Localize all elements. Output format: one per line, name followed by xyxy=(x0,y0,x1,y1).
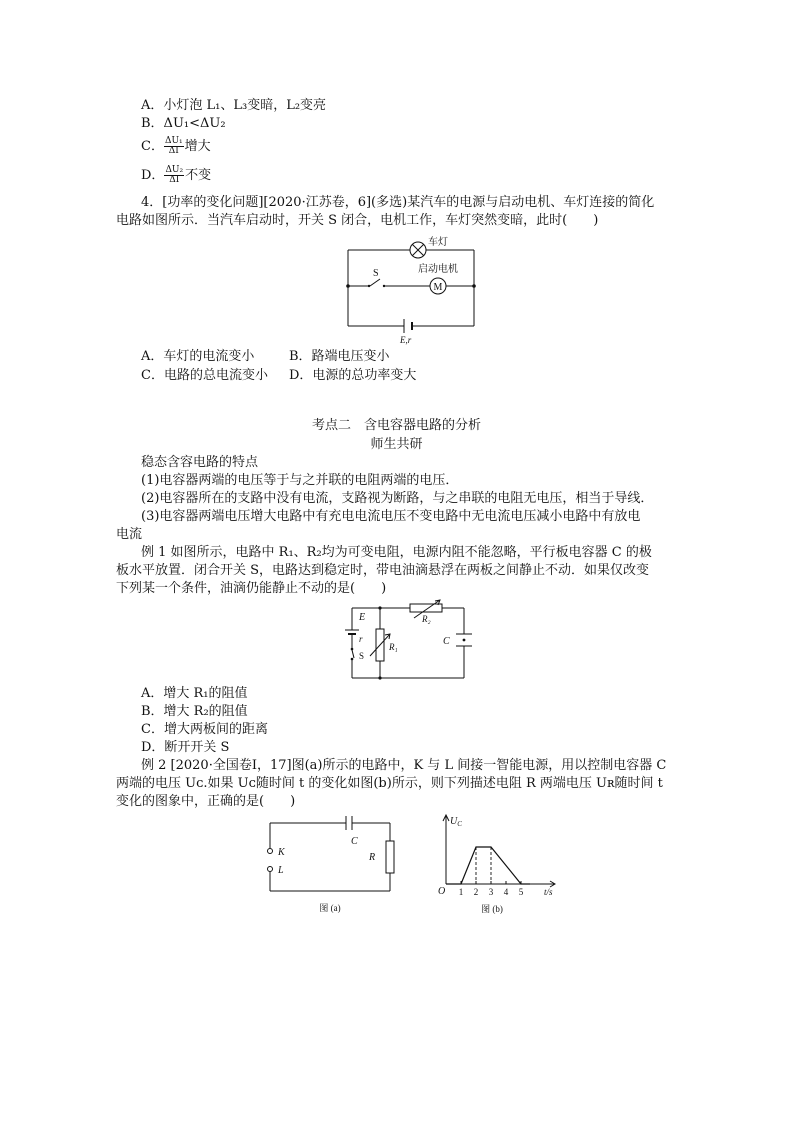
chart-origin-label: O xyxy=(438,886,446,897)
fig-a-caption: 图 (a) xyxy=(319,903,341,913)
q4-option-c: C．电路的总电流变小 xyxy=(141,368,268,383)
ex2-stem-line3: 变化的图象中，正确的是( ) xyxy=(116,794,296,809)
q3-option-d-denominator: ΔI xyxy=(169,175,180,185)
section-title: 考点二 含电容器电路的分析 xyxy=(311,418,481,433)
ex2-stem-line1: 例 2 [2020·全国卷Ⅰ，17]图(a)所示的电路中，K 与 L 间接一智能电源，用以控制电容器 C xyxy=(141,758,667,773)
chart-x-label: t/s xyxy=(544,887,553,897)
chart-x-tick-label: 2 xyxy=(473,887,479,897)
fig-b-caption: 图 (b) xyxy=(481,904,503,914)
fig-a-label-r: R xyxy=(369,852,376,863)
q3-option-a: A．小灯泡 L₁、L₃变暗，L₂变亮 xyxy=(141,98,327,113)
ex1-label-e: E xyxy=(359,612,366,623)
q3-option-c xyxy=(141,137,211,156)
ex1-label-r2: R₂ xyxy=(422,614,431,624)
ex2-figure-b-chart xyxy=(430,812,560,916)
chart-series-line xyxy=(446,847,530,884)
chart-x-tick-label: 3 xyxy=(488,887,494,897)
q3-option-c-prefix: C． xyxy=(141,139,164,154)
ex1-stem-line2: 板水平放置．闭合开关 S，电路达到稳定时，带电油滴悬浮在两板之间静止不动．如果仅改变 xyxy=(116,563,650,578)
ex1-label-s: S xyxy=(359,651,365,661)
q3-option-c-denominator: ΔI xyxy=(168,146,179,156)
section-point-3: (3)电容器两端电压增大电路中有充电电流电压不变电路中无电流电压减小电路中有放电 xyxy=(141,509,641,524)
chart-y-label: $U_C$ xyxy=(450,816,462,828)
fig-a-label-l: L xyxy=(278,865,284,876)
ex1-oil-drop xyxy=(463,639,466,642)
ex1-label-r: r xyxy=(359,634,363,644)
q4-junction-right xyxy=(472,284,476,288)
ex1-label-r1: R₁ xyxy=(389,642,398,652)
section-heading: 稳态含容电路的特点 xyxy=(141,455,259,470)
q4-battery-label: E,r xyxy=(400,335,412,345)
q4-stem-line2: 电路如图所示．当汽车启动时，开关 S 闭合，电机工作，车灯突然变暗，此时( ) xyxy=(116,213,599,228)
q4-stem-line1: 4．[功率的变化问题][2020·江苏卷，6](多选)某汽车的电源与启动电机、车灯连接的简化 xyxy=(141,195,655,210)
q3-option-d-fraction xyxy=(164,166,184,185)
q3-option-c-fraction xyxy=(164,137,184,156)
section-point-1: (1)电容器两端的电压等于与之并联的电阻两端的电压． xyxy=(141,473,459,488)
ex1-option-d: D．断开开关 S xyxy=(141,740,230,755)
q4-option-b: B．路端电压变小 xyxy=(289,349,390,364)
q4-motor-symbol: M xyxy=(433,282,443,293)
q3-option-d xyxy=(141,166,211,185)
ex1-circuit-diagram xyxy=(342,602,472,684)
fig-a-label-c: C xyxy=(351,836,358,847)
q4-option-d: D．电源的总功率变大 xyxy=(289,368,417,383)
q3-option-b: B．ΔU₁<ΔU₂ xyxy=(141,116,226,131)
chart-x-tick-label: 5 xyxy=(518,887,524,897)
chart-x-tick-label: 4 xyxy=(503,887,509,897)
q3-option-d-numerator: ΔU₂ xyxy=(165,165,184,175)
ex1-label-c: C xyxy=(443,636,450,647)
chart-x-tick-label: 1 xyxy=(458,887,464,897)
q3-option-d-prefix: D． xyxy=(141,168,165,183)
q4-circuit-diagram xyxy=(340,236,480,346)
q4-junction-left xyxy=(346,284,350,288)
ex1-option-a: A．增大 R₁的阻值 xyxy=(141,686,248,701)
q4-switch-label: S xyxy=(373,268,379,279)
ex1-stem-line3: 下列某一个条件，油滴仍能静止不动的是( ) xyxy=(116,581,387,596)
q4-option-a: A．车灯的电流变小 xyxy=(141,349,255,364)
fig-a-label-k: K xyxy=(278,847,285,858)
q3-option-c-suffix: 增大 xyxy=(184,139,211,154)
q4-lamp-label: 车灯 xyxy=(428,237,448,248)
q3-option-d-suffix: 不变 xyxy=(185,168,212,183)
ex1-stem-line1: 例 1 如图所示，电路中 R₁、R₂均为可变电阻，电源内阻不能忽略，平行板电容器 C 的极 xyxy=(141,545,652,560)
section-point-2: (2)电容器所在的支路中没有电流，支路视为断路，与之串联的电阻无电压，相当于导线． xyxy=(141,491,654,506)
ex2-stem-line2: 两端的电压 Uᴄ.如果 Uᴄ随时间 t 的变化如图(b)所示，则下列描述电阻 R 两端电压 Uʀ随时间 t xyxy=(116,776,663,791)
section-point-3-cont: 电流 xyxy=(116,527,143,542)
section-subtitle: 师生共研 xyxy=(370,437,423,452)
ex2-figure-a-circuit xyxy=(262,815,402,915)
ex1-option-c: C．增大两板间的距离 xyxy=(141,722,268,737)
q3-option-c-numerator: ΔU₁ xyxy=(164,136,183,146)
ex1-option-b: B．增大 R₂的阻值 xyxy=(141,704,248,719)
q4-motor-label: 启动电机 xyxy=(418,264,458,275)
